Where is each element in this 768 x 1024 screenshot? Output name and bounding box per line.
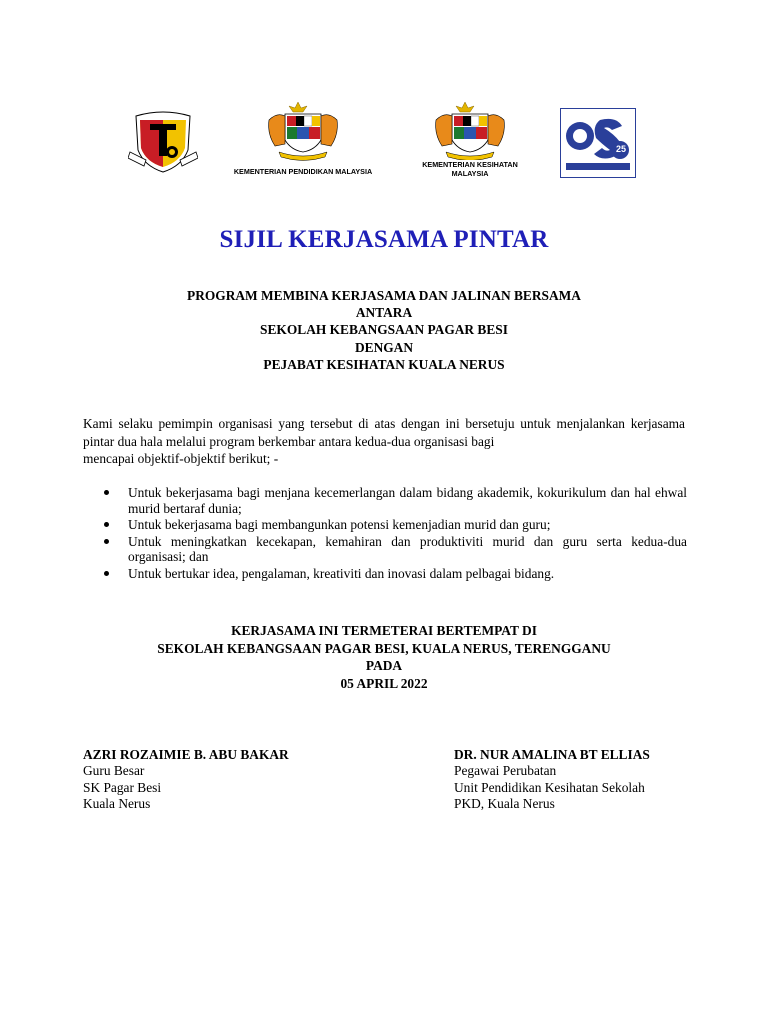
venue-line-2: SEKOLAH KEBANGSAAN PAGAR BESI, KUALA NERUS, TERENGGANU	[157, 640, 611, 656]
venue-line-1: KERJASAMA INI TERMETERAI BERTEMPAT DI	[231, 623, 537, 638]
program-line-5: PEJABAT KESIHATAN KUALA NERUS	[263, 356, 505, 372]
signatory-right-name: DR. NUR AMALINA BT ELLIAS	[454, 747, 650, 762]
signatory-left-org: SK Pagar Besi	[83, 779, 162, 795]
venue-block	[0, 622, 768, 692]
anniversary-number: 25	[616, 144, 627, 154]
signatory-right	[454, 747, 650, 813]
venue-date: 05 APRIL 2022	[340, 675, 428, 691]
bullet-icon	[104, 539, 109, 544]
bullet-icon	[104, 490, 109, 495]
kkm-caption	[408, 160, 532, 178]
objective-item	[103, 517, 687, 533]
signatory-right-role: Pegawai Perubatan	[454, 763, 557, 779]
objectives-list	[103, 485, 687, 582]
certificate-title: SIJIL KERJASAMA PINTAR	[219, 226, 549, 253]
objective-text: Untuk bertukar idea, pengalaman, kreativiti dan inovasi dalam pelbagai bidang.	[128, 565, 555, 581]
objective-item	[103, 566, 687, 582]
kkm-caption-line2: MALAYSIA	[451, 169, 489, 178]
signatory-right-place: PKD, Kuala Nerus	[454, 796, 555, 812]
anniversary-25-logo	[560, 108, 636, 178]
program-line-3: SEKOLAH KEBANGSAAN PAGAR BESI	[260, 322, 508, 338]
objective-text: Untuk meningkatkan kecekapan, kemahiran dan produktiviti murid dan guru serta kedua-dua organisasi; dan	[128, 533, 687, 564]
school-crest-logo	[128, 106, 198, 178]
signatory-left-place: Kuala Nerus	[83, 796, 151, 812]
kpm-caption: KEMENTERIAN PENDIDIKAN MALAYSIA	[233, 167, 373, 176]
program-line-1: PROGRAM MEMBINA KERJASAMA DAN JALINAN BERSAMA	[187, 288, 581, 303]
bullet-icon	[104, 571, 109, 576]
venue-line-3: PADA	[365, 658, 403, 673]
program-line-4: DENGAN	[354, 339, 414, 355]
objective-text: Untuk bekerjasama bagi menjana kecemerlangan dalam bidang akademik, kokurikulum dan hal ehwal murid bertaraf dunia;	[128, 485, 687, 516]
intro-paragraph	[83, 415, 685, 468]
signatory-left-role: Guru Besar	[83, 763, 145, 779]
signatory-left-name: AZRI ROZAIMIE B. ABU BAKAR	[83, 747, 289, 762]
bullet-icon	[104, 522, 109, 527]
program-line-2: ANTARA	[355, 305, 413, 321]
program-heading	[0, 287, 768, 373]
signatory-left	[83, 747, 289, 813]
intro-part-2: mencapai objektif-objektif berikut; -	[83, 451, 279, 466]
kkm-caption-line1: KEMENTERIAN KESIHATAN	[422, 160, 518, 169]
signatory-right-org: Unit Pendidikan Kesihatan Sekolah	[454, 779, 645, 795]
kpm-coat-of-arms-logo	[222, 100, 384, 182]
kkm-coat-of-arms-logo	[408, 100, 532, 186]
objective-text: Untuk bekerjasama bagi membangunkan potensi kemenjadian murid dan guru;	[128, 517, 551, 532]
intro-part-1: Kami selaku pemimpin organisasi yang tersebut di atas dengan ini bersetuju untuk menjalankan kerjasama pintar dua hala melalui program berkembar antara kedua-dua organisasi bagi	[83, 416, 685, 449]
objective-item	[103, 534, 687, 565]
objective-item	[103, 485, 687, 516]
